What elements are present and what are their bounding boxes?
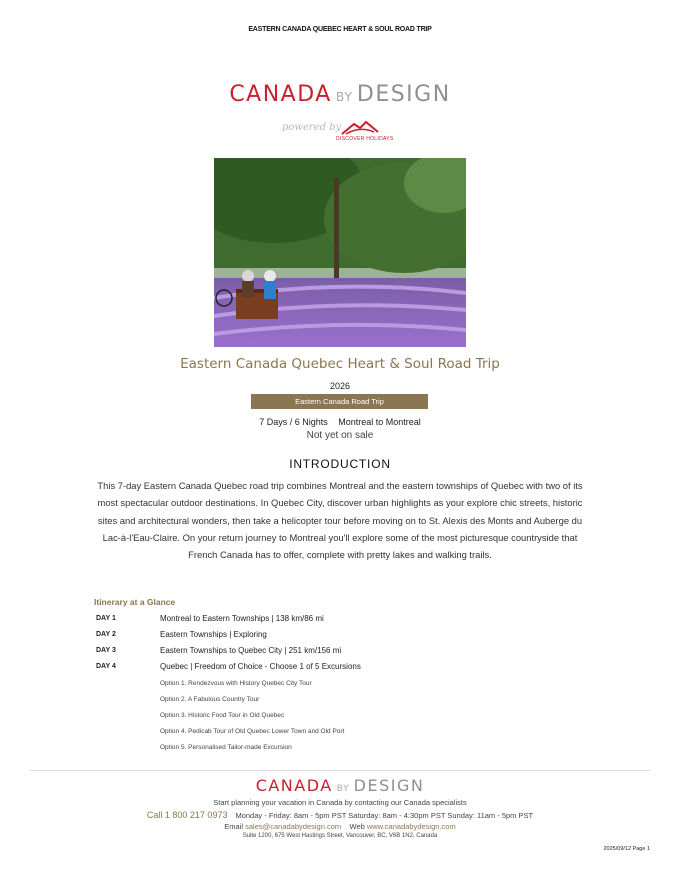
email-label: Email	[224, 822, 244, 831]
day-label: DAY 4	[96, 663, 116, 670]
trip-year: 2026	[329, 381, 351, 391]
footer-logo: CANADA BY DESIGN	[255, 776, 425, 795]
excursion-option: Option 2. A Fabulous Country Tour	[160, 696, 260, 703]
document-title: EASTERN CANADA QUEBEC HEART & SOUL ROAD TRIP	[248, 26, 432, 33]
trip-title: Eastern Canada Quebec Heart & Soul Road Trip	[180, 356, 500, 372]
page-stamp: 2025/09/12 Page 1	[603, 846, 650, 852]
powered-by-logo	[280, 118, 400, 144]
introduction-text: This 7-day Eastern Canada Quebec road trip combines Montreal and the eastern townships of Quebec with two of its most spectacular outdoor destinations. In Quebec City, discover urban highlights as your explore chic streets, historic sites and architectural wonders, then take a helicopter tour before moving on to St. Alexis des Monts and Auberge du Lac-à-l'Eau-Claire. On your return journey to Montreal you'll explore some of the most picturesque countryside that French Canada has to offer, complete with pretty lakes and walking trails.	[97, 480, 583, 561]
excursion-option: Option 4. Pedicab Tour of Old Quebec Lower Town and Old Port	[160, 728, 345, 735]
day-text: Eastern Townships to Quebec City | 251 km/156 mi	[160, 646, 342, 655]
day-text: Eastern Townships | Exploring	[160, 630, 267, 639]
canada-by-design-logo: CANADA BY DESIGN	[229, 82, 451, 107]
availability-status: Not yet on sale	[306, 430, 374, 441]
trip-category-badge: Eastern Canada Road Trip	[251, 394, 428, 409]
day-text: Montreal to Eastern Townships | 138 km/86 mi	[160, 614, 324, 623]
excursion-option: Option 5. Personalised Tailor-made Excursion	[160, 744, 292, 751]
discover-holidays-brand: DISCOVER HOLIDAYS	[336, 136, 394, 142]
powered-by-text: powered by	[282, 122, 342, 133]
web-label: Web	[349, 822, 365, 831]
trip-duration: 7 Days / 6 Nights	[259, 417, 328, 427]
hero-lavender-field-image	[214, 158, 466, 347]
office-hours: Monday - Friday: 8am - 5pm PST Saturday: 8am - 4:30pm PST Sunday: 11am - 5pm PST	[235, 811, 534, 820]
footer-address: Suite 1200, 675 West Hastings Street, Vancouver, BC, V6B 1N2, Canada	[242, 833, 438, 839]
footer-tagline: Start planning your vacation in Canada by contacting our Canada specialists	[213, 798, 467, 807]
phone-link[interactable]: Call 1 800 217 0973	[146, 810, 228, 820]
website-link[interactable]: www.canadabydesign.com	[366, 822, 456, 831]
mountain-logo-icon	[336, 118, 396, 136]
footer-email-web	[0, 822, 680, 831]
introduction-heading: INTRODUCTION	[289, 457, 391, 471]
day-text: Quebec | Freedom of Choice - Choose 1 of 5 Excursions	[160, 662, 361, 671]
email-link[interactable]: sales@canadabydesign.com	[245, 822, 342, 831]
excursion-option: Option 1. Rendezvous with History Quebec City Tour	[160, 680, 312, 687]
itinerary-heading: Itinerary at a Glance	[94, 597, 176, 607]
footer-divider	[30, 770, 650, 771]
day-label: DAY 3	[96, 647, 116, 654]
trip-meta	[0, 417, 680, 427]
day-label: DAY 2	[96, 631, 116, 638]
trip-route: Montreal to Montreal	[338, 417, 421, 427]
day-label: DAY 1	[96, 615, 116, 622]
footer-contact-line	[0, 810, 680, 820]
excursion-option: Option 3. Historic Food Tour in Old Quebec	[160, 712, 285, 719]
